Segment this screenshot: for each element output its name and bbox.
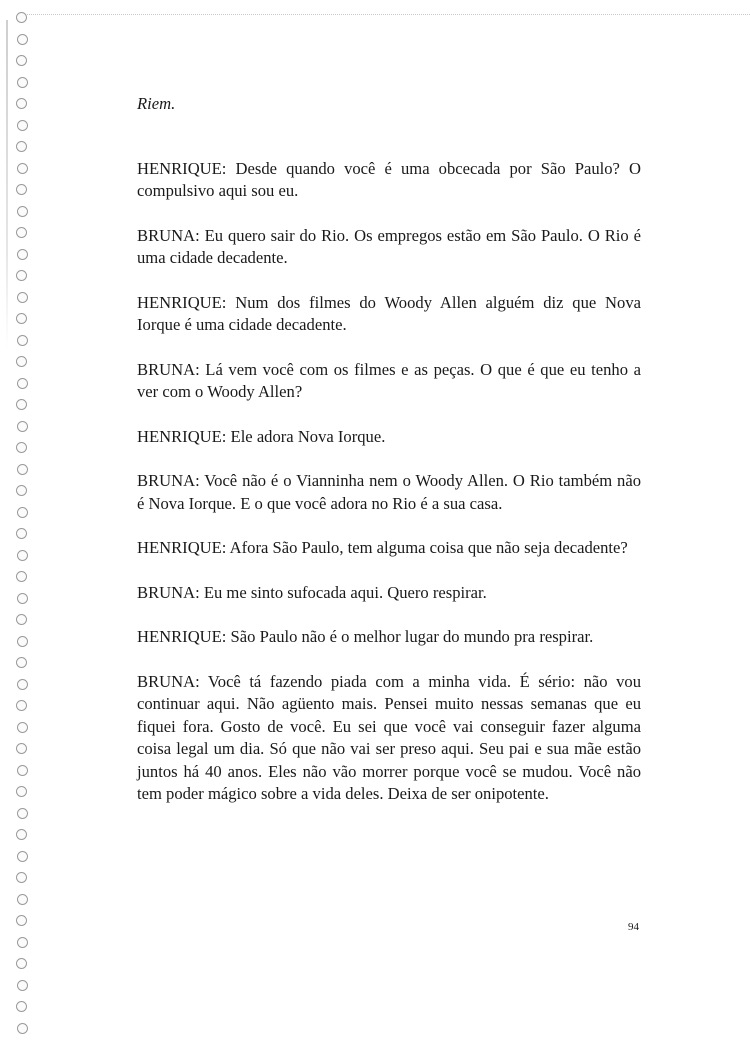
- dialogue-line: HENRIQUE: Afora São Paulo, tem alguma coisa que não seja decadente?: [137, 538, 628, 557]
- binder-hole: [16, 313, 27, 324]
- binder-hole: [17, 1023, 28, 1034]
- binder-hole: [16, 55, 27, 66]
- binder-hole: [17, 593, 28, 604]
- binder-hole: [16, 270, 27, 281]
- binder-hole: [16, 872, 27, 883]
- binder-hole: [16, 227, 27, 238]
- binder-hole: [17, 894, 28, 905]
- page-number: 94: [628, 921, 639, 933]
- stage-direction: Riem.: [137, 94, 176, 113]
- binder-hole: [17, 335, 28, 346]
- binder-hole: [17, 378, 28, 389]
- binder-hole: [16, 743, 27, 754]
- binder-hole: [16, 141, 27, 152]
- binder-hole: [16, 356, 27, 367]
- binder-hole: [17, 163, 28, 174]
- dialogue-line: HENRIQUE: Desde quando você é uma obcecada por São Paulo? O compulsivo aqui sou eu.: [137, 158, 641, 200]
- binder-hole: [16, 829, 27, 840]
- binder-hole: [16, 98, 27, 109]
- binder-hole: [17, 550, 28, 561]
- dialogue-line: BRUNA: Eu quero sair do Rio. Os empregos estão em São Paulo. O Rio é uma cidade decadente.: [137, 225, 641, 267]
- binder-hole: [16, 399, 27, 410]
- binder-hole: [16, 700, 27, 711]
- binder-hole: [16, 571, 27, 582]
- dialogue-line: HENRIQUE: Num dos filmes do Woody Allen alguém diz que Nova Iorque é uma cidade decadente.: [137, 292, 641, 334]
- binder-hole: [16, 786, 27, 797]
- binder-hole: [17, 808, 28, 819]
- binder-hole: [17, 292, 28, 303]
- dialogue-line: HENRIQUE: São Paulo não é o melhor lugar do mundo pra respirar.: [137, 627, 594, 646]
- binder-hole: [16, 958, 27, 969]
- binder-hole: [17, 722, 28, 733]
- binder-hole: [16, 442, 27, 453]
- binder-hole: [17, 851, 28, 862]
- dialogue-line: HENRIQUE: Ele adora Nova Iorque.: [137, 426, 386, 446]
- binder-hole: [16, 12, 27, 23]
- binder-hole: [16, 915, 27, 926]
- binder-hole: [16, 528, 27, 539]
- binder-hole: [17, 77, 28, 88]
- binder-hole: [17, 980, 28, 991]
- binder-hole: [16, 485, 27, 496]
- binder-hole: [16, 184, 27, 195]
- binder-hole: [16, 1001, 27, 1012]
- binder-hole: [17, 249, 28, 260]
- binder-hole: [17, 421, 28, 432]
- dialogue-line: BRUNA: Você tá fazendo piada com a minha vida. É sério: não vou continuar aqui. Não agüento mais. Pensei muito nessas semanas que eu fiquei fora. Gosto de você. Eu sei que você vai conseguir fazer alguma coisa legal um dia. Só que não vai ser preso aqui. Seu pai e sua mãe estão juntos há 40 anos. Eles não vão morrer porque você se mudou. Você não tem poder mágico sobre a vida deles. Deixa de ser onipotente.: [137, 671, 641, 803]
- script-page-body: [137, 93, 641, 828]
- binder-hole: [17, 34, 28, 45]
- binder-hole: [16, 657, 27, 668]
- top-edge-rule: [18, 14, 750, 15]
- binder-hole: [17, 507, 28, 518]
- binder-hole: [17, 206, 28, 217]
- binder-edge: [6, 20, 8, 350]
- binder-hole: [17, 765, 28, 776]
- binder-hole: [17, 636, 28, 647]
- binder-hole: [17, 120, 28, 131]
- dialogue-line: BRUNA: Você não é o Vianninha nem o Woody Allen. O Rio também não é Nova Iorque. E o que você adora no Rio é a sua casa.: [137, 471, 641, 513]
- binder-hole: [16, 614, 27, 625]
- binder-hole: [17, 464, 28, 475]
- binder-hole: [17, 679, 28, 690]
- binder-hole: [17, 937, 28, 948]
- dialogue-line: BRUNA: Eu me sinto sufocada aqui. Quero respirar.: [137, 582, 487, 602]
- dialogue-line: BRUNA: Lá vem você com os filmes e as peças. O que é que eu tenho a ver com o Woody Allen?: [137, 359, 641, 401]
- binder-holes: [16, 12, 36, 1042]
